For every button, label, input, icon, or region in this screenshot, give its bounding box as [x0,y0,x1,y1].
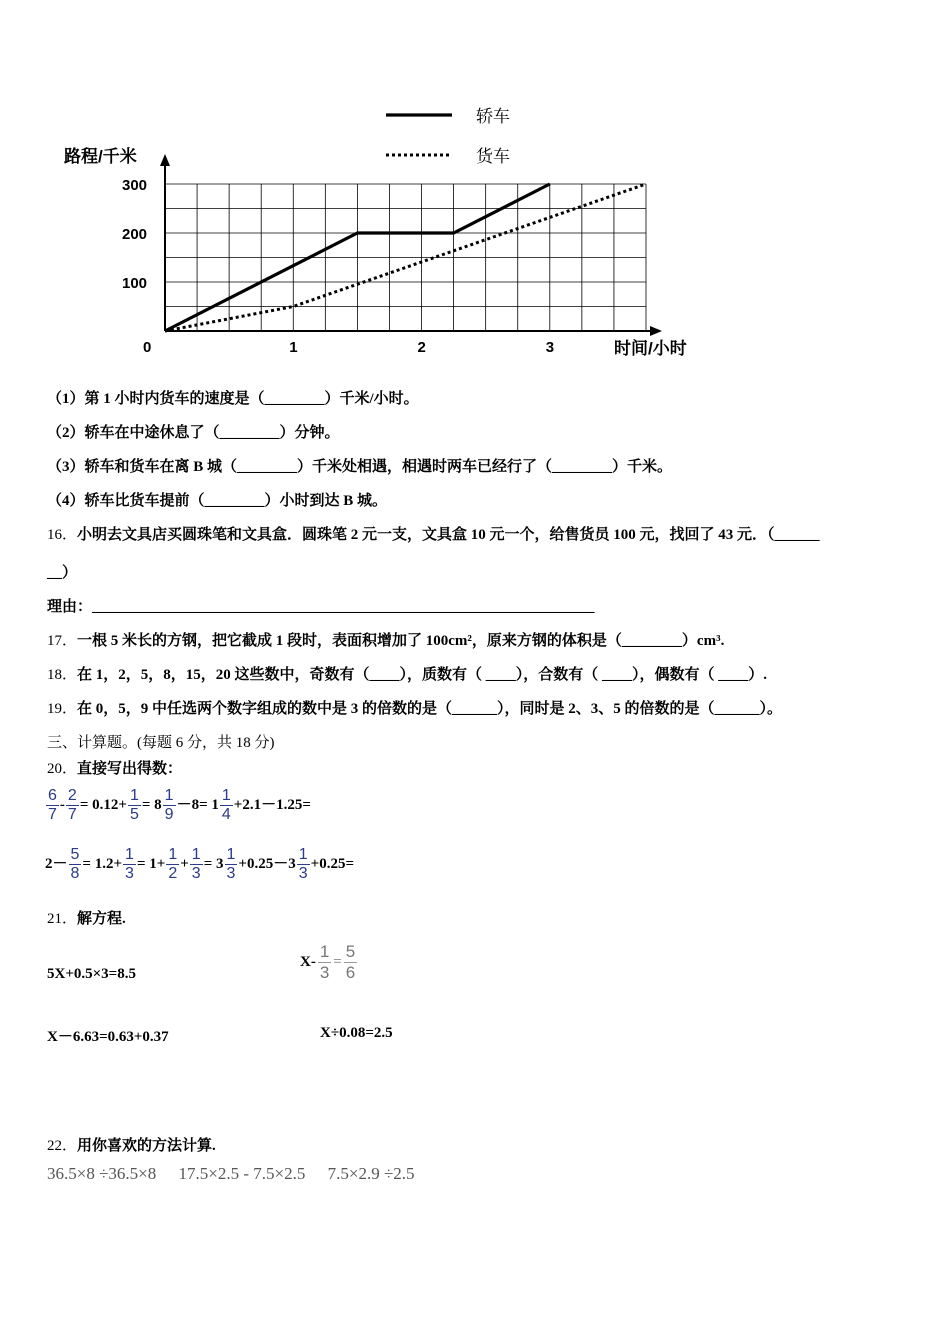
chart-grid [165,184,646,331]
q17 [47,629,724,650]
x-tick-label: 2 [417,339,426,356]
x-axis-label: 时间/小时 [614,339,687,358]
q20-row-1: $\frac{6}{7}$ - $\frac{2}{7}$ = 0.12+ $\frac{1}{5}$ = 8 $\frac{1}{9}$ －8= 1 $\frac{1}{4}$ +2.1－1.25= [48,787,311,823]
q19-text: 在 0，5，9 中任选两个数字组成的数中是 3 的倍数的是（______），同时是 2、3、5 的倍数的是（______）。 [77,701,783,717]
q20 [47,757,182,778]
q22 [47,1134,216,1155]
q16-continuation: __） [47,565,78,581]
q15-part3: （3）轿车和货车在离 B 城（________）千米处相遇，相遇时两车已经行了（________）千米。 [47,459,673,475]
equation-3: X－6.63=0.63+0.37 [47,1029,169,1045]
travel-chart [0,90,950,370]
q21-number: 21． [47,911,78,927]
y-axis-arrow [160,154,170,166]
q17-text: 一根 5 米长的方钢，把它截成 1 段时，表面积增加了 100cm²，原来方钢的体积是（________）cm³. [77,633,725,649]
q18 [47,663,767,684]
fraction: $\frac{1}{3}$ [191,846,201,882]
x-axis-arrow [650,326,662,336]
legend-label-car: 轿车 [476,107,510,126]
equation-1: 5X+0.5×3=8.5 [47,966,136,982]
chart-legend [386,107,510,166]
fraction: $\frac{1}{9}$ [164,787,174,823]
section-3-heading: 三、计算题。(每题 6 分，共 18 分) [47,735,275,751]
chart-ticks [122,177,554,356]
fraction: $\frac{1}{3}$ [226,846,236,882]
x-tick-label: 1 [289,339,298,356]
fraction: $\frac{1}{3}$ [298,846,308,882]
q21-text: 解方程. [77,911,126,927]
q16-reason: 理由：___________________________________________________________________ [47,599,595,615]
q18-number: 18． [47,667,78,683]
fraction: $\frac{1}{5}$ [129,787,139,823]
fraction: $\frac{1}{3}$ [319,942,330,982]
legend-label-truck: 货车 [476,147,510,166]
x-tick-label: 3 [545,339,555,356]
y-axis-label: 路程/千米 [64,147,137,166]
q15-part1: （1）第 1 小时内货车的速度是（________）千米/小时。 [47,391,419,407]
q16 [47,523,820,544]
q20-number: 20． [47,761,78,777]
fraction: $\frac{6}{7}$ [48,787,57,823]
q22-number: 22． [47,1138,78,1154]
x-tick-label: 0 [143,339,152,356]
calc-expression-2: 17.5×2.5 - 7.5×2.5 [178,1164,306,1183]
calc-expression-3: 7.5×2.9 ÷2.5 [327,1164,415,1183]
fraction: $\frac{2}{7}$ [67,787,77,823]
q16-number: 16． [47,527,78,543]
fraction: $\frac{1}{3}$ [125,846,134,882]
y-tick-label: 300 [122,177,148,194]
q19-number: 19． [47,701,78,717]
y-tick-label: 200 [122,226,148,243]
q21 [47,907,126,928]
y-tick-label: 100 [122,275,148,292]
fraction: $\frac{1}{4}$ [221,787,231,823]
q22-text: 用你喜欢的方法计算. [77,1138,216,1154]
fraction: $\frac{1}{2}$ [168,846,178,882]
q20-text: 直接写出得数： [77,761,183,777]
chart-axes [64,146,687,358]
q18-text: 在 1，2，5，8，15，20 这些数中，奇数有（____），质数有（ ____），合数有（ ____），偶数有（ ____）. [77,667,768,683]
fraction: $\frac{5}{6}$ [345,942,356,982]
q15-part4: （4）轿车比货车提前（________）小时到达 B 城。 [47,493,388,509]
q20-row-2: 2－ $\frac{5}{8}$ = 1.2+ $\frac{1}{3}$ = 1+ $\frac{1}{2}$ + $\frac{1}{3}$ = 3 $\frac{1}{3}$ +0.25－3 $\frac{1}{3}$ +0.25= [45,846,354,882]
q17-number: 17． [47,633,78,649]
q22-expressions [47,1164,433,1184]
calc-expression-1: 36.5×8 ÷36.5×8 [47,1164,157,1183]
q19 [47,697,782,718]
q15-part2: （2）轿车在中途休息了（________）分钟。 [47,425,340,441]
equation-2: X- $\frac{1}{3}$ = $\frac{5}{6}$ [300,942,356,982]
q16-text: 小明去文具店买圆珠笔和文具盒．圆珠笔 2 元一支，文具盒 10 元一个，给售货员 100 元，找回了 43 元．（______ [77,527,820,543]
equation-4: X÷0.08=2.5 [320,1025,393,1041]
fraction: $\frac{5}{8}$ [70,846,80,882]
